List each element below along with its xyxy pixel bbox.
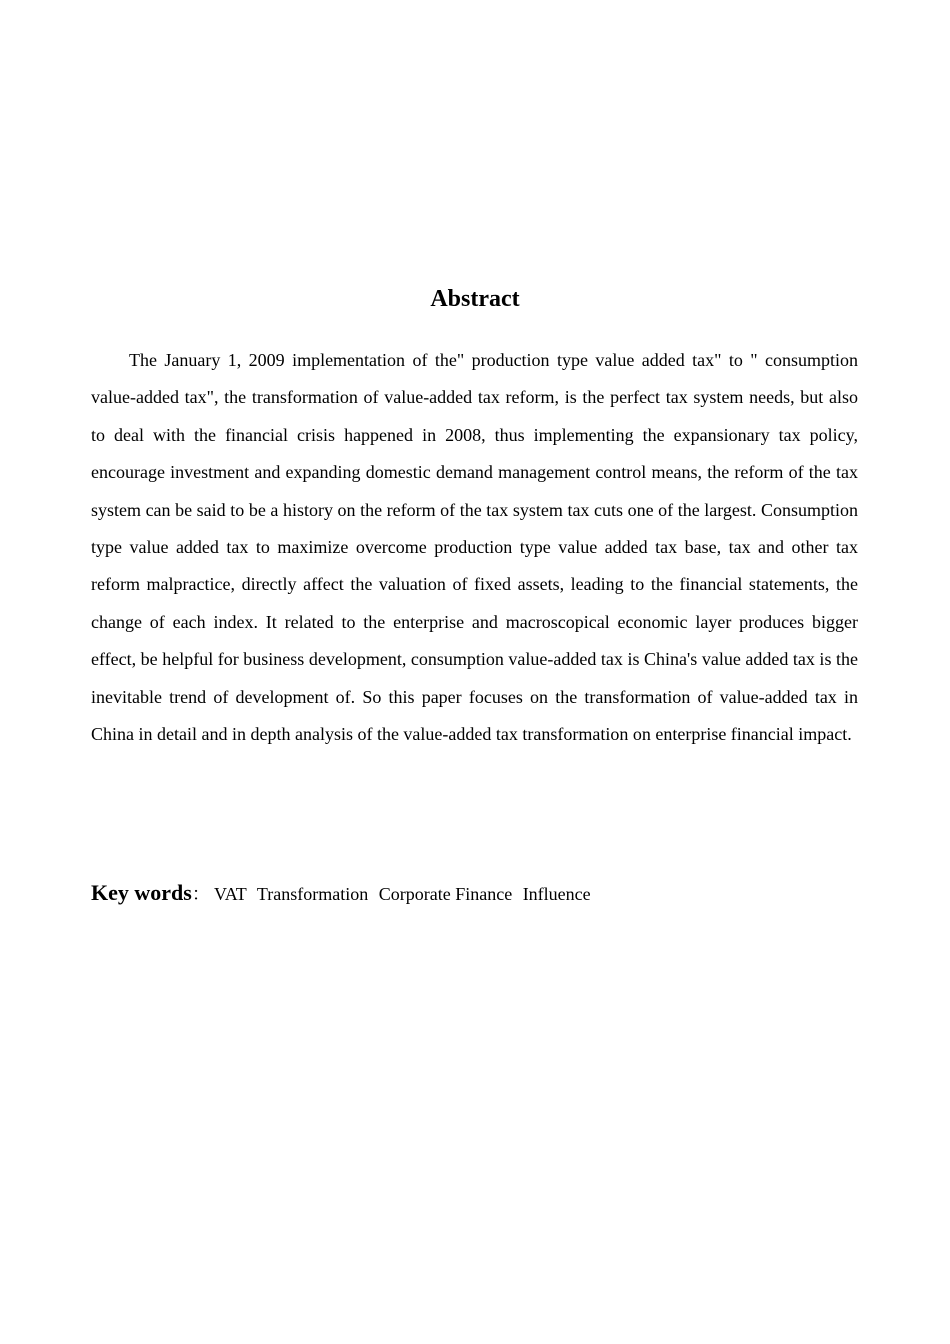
keyword-item: Influence [522,884,591,904]
keywords-line [91,876,858,911]
abstract-body: The January 1, 2009 implementation of the" production type value added tax" to " consumption value-added tax", the transformation of value-added tax reform, is the perfect tax system needs, but also to deal with the financial crisis happened in 2008, thus implementing the expansionary tax policy, encourage investment and expanding domestic demand management control means, the reform of the tax system can be said to be a history on the reform of the tax system tax cuts one of the largest. Consumption type value added tax to maximize overcome production type value added tax base, tax and other tax reform malpractice, directly affect the valuation of fixed assets, leading to the financial statements, the change of each index. It related to the enterprise and macroscopical economic layer produces bigger effect, be helpful for business development, consumption value-added tax is China's value added tax is the inevitable trend of development of. So this paper focuses on the transformation of value-added tax in China in detail and in depth analysis of the value-added tax transformation on enterprise financial impact. [91,350,858,745]
keywords-separator: ： [191,884,210,904]
keywords-label: Key words [91,880,192,905]
abstract-title: Abstract [430,286,520,312]
keyword-item: VAT [214,884,247,904]
keyword-item: Corporate Finance [378,884,513,904]
keyword-item: Transformation [256,884,369,904]
